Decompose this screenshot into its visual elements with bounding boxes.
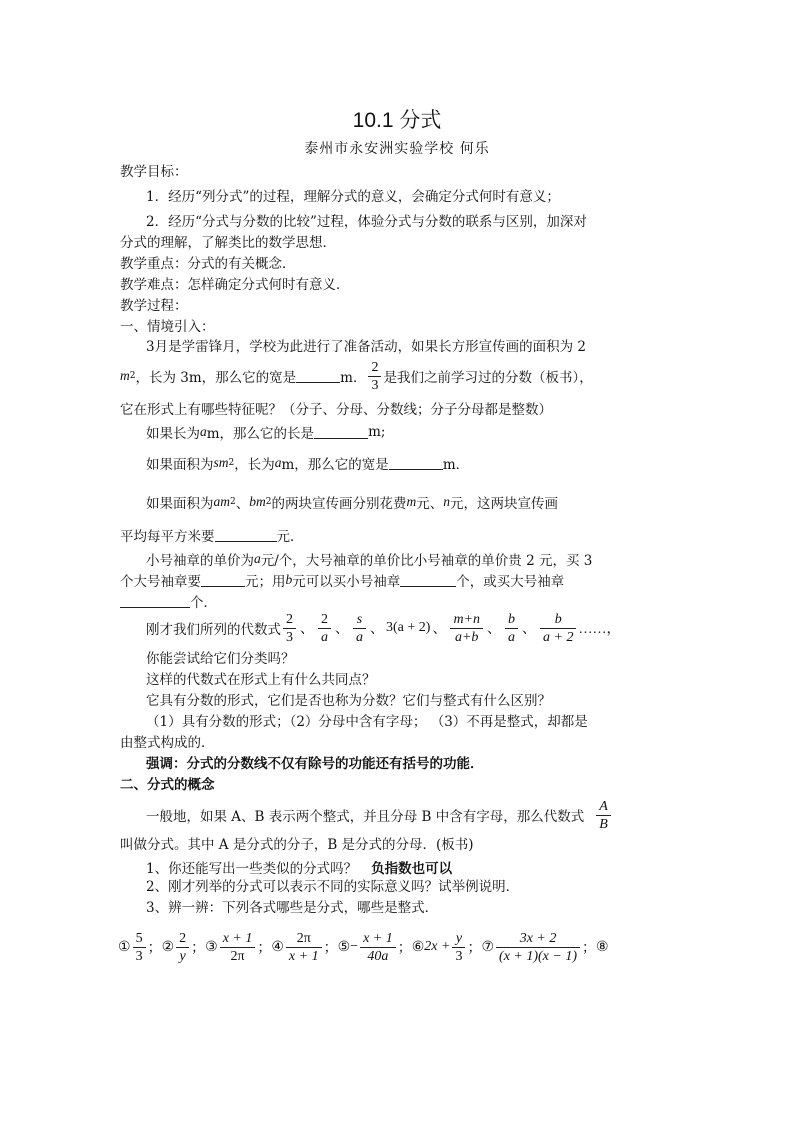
text-run: 元、 <box>416 496 444 512</box>
text-run: 刚才我们所列的代数式 <box>146 622 281 638</box>
width-question <box>146 453 469 473</box>
intro-paragraph-line2 <box>120 355 593 397</box>
objective-2-line2: 分式的理解，了解类比的数学思想． <box>120 235 336 251</box>
section-2-heading: 二、分式的概念 <box>120 777 215 793</box>
answer-blank[interactable] <box>215 528 277 542</box>
text-run: m，那么它的长是 <box>206 426 315 442</box>
exercise-list <box>118 924 609 970</box>
task-1 <box>146 857 452 877</box>
emphasis: 强调：分式的分数线不仅有除号的功能还有括号的功能． <box>146 756 484 772</box>
superscript: 2 <box>228 458 235 468</box>
page-title: 10.1 分式 <box>352 109 442 132</box>
key-point: 教学重点：分式的有关概念． <box>120 256 296 272</box>
denominator: x + 1 <box>288 948 319 964</box>
denominator: 3 <box>455 948 463 964</box>
denominator: a <box>356 629 363 645</box>
expr-polynomial: 3(a + 2) <box>386 620 431 635</box>
var-a: a <box>200 424 207 439</box>
intro-paragraph-line1: 3月是学雷锋月，学校为此进行了准备活动，如果长方形宣传画的面积为 2 <box>146 339 586 355</box>
text-run: 1、你还能写出一些类似的分式吗？ <box>146 861 358 877</box>
item-number: ① <box>118 939 131 955</box>
question-classify: 你能尝试给它们分类吗？ <box>146 651 295 667</box>
var-a: a <box>274 455 282 470</box>
definition-line2: 叫做分式。其中 A 是分式的分子，B 是分式的分母．(板书) <box>120 837 474 853</box>
separator: ； <box>191 941 206 956</box>
separator: 、 <box>522 622 536 637</box>
text-run: 一般地，如果 A、B 表示两个整式，并且分母 B 中含有字母，那么代数式 <box>146 809 585 825</box>
unit-m: m <box>220 494 230 509</box>
text-run: 是我们之前学习过的分数（板书）， <box>383 370 593 386</box>
answer-line1: （1）具有分数的形式；（2）分母中含有字母； （3）不再是整式，却都是 <box>146 714 588 730</box>
exercise-fraction-6 <box>452 930 465 965</box>
intro-paragraph-line3: 它在形式上有哪些特征呢？（分子、分母、分数线；分子分母都是整数） <box>120 402 552 418</box>
answer-line2: 由整式构成的． <box>120 735 215 751</box>
item-number: ⑤ <box>337 939 351 955</box>
separator: 、 <box>432 622 447 637</box>
item-number: ⑧ <box>596 939 609 955</box>
item-number: ③ <box>205 939 218 955</box>
denominator: 3 <box>135 948 143 964</box>
expression-list <box>146 606 620 650</box>
denominator: 2π <box>230 948 245 964</box>
note: 负指数也可以 <box>371 861 453 877</box>
text-run: 元可以买小号袖章 <box>292 574 401 590</box>
length-question <box>146 422 385 442</box>
section-1-heading: 一、情境引入： <box>120 319 215 335</box>
separator: 、 <box>487 622 501 637</box>
numerator: y <box>452 930 465 948</box>
definition-fraction <box>596 798 611 833</box>
process-heading: 教学过程： <box>120 298 188 314</box>
cost-question-line1 <box>146 492 558 512</box>
separator: ； <box>257 941 272 956</box>
item-number: ② <box>161 939 175 955</box>
denominator: 3 <box>286 629 293 645</box>
denominator: a + 2 <box>543 629 574 645</box>
question-difference: 它具有分数的形式，它们是否也称为分数？它们与整式有什么区别？ <box>146 693 551 709</box>
unit-m: m <box>120 368 130 383</box>
armband-question-line1 <box>146 549 592 569</box>
denominator: a+b <box>454 629 479 645</box>
var-b: b <box>285 572 293 587</box>
difficulty: 教学难点：怎样确定分式何时有意义． <box>120 277 350 293</box>
var-a: a <box>254 551 261 566</box>
var-a: a <box>213 494 221 509</box>
text-run: 小号袖章的单价为 <box>146 553 254 569</box>
text-run: 平均每平方米要 <box>120 529 215 545</box>
item-number: ④ <box>271 939 284 955</box>
exercise-fraction-4 <box>286 930 322 965</box>
answer-blank[interactable] <box>314 425 368 439</box>
text-run: ，长为 3m，那么它的宽是 <box>135 370 297 386</box>
numerator: m+n <box>450 611 483 629</box>
var-n: n <box>443 494 450 509</box>
text-run: 如果长为 <box>146 426 200 442</box>
numerator: 2 <box>368 359 381 377</box>
text-run: m． <box>442 457 470 473</box>
text-run: 个，或买大号袖章 <box>456 574 565 590</box>
var-s: s <box>213 455 219 470</box>
text-run: 、 <box>235 496 250 512</box>
denominator: a <box>508 629 515 645</box>
task-3: 3、辨一辨：下列各式哪些是分式，哪些是整式． <box>146 900 439 916</box>
exercise-fraction-7 <box>496 930 580 965</box>
text-run: 个大号袖章要 <box>120 574 201 590</box>
cost-question-line2 <box>120 525 304 545</box>
separator: ； <box>147 941 162 956</box>
item-number: ⑥ <box>411 939 425 955</box>
expr-fraction-3 <box>353 611 366 646</box>
expr-prefix: 2x + <box>424 939 451 954</box>
text-run: 的两块宣传画分别花费 <box>271 496 407 512</box>
denominator: a <box>321 629 328 645</box>
separator: 、 <box>300 622 314 637</box>
text-run: 元/个，大号袖章的单价比小号袖章的单价贵 2 元，买 3 <box>260 553 593 569</box>
superscript: 2 <box>265 497 272 507</box>
unit-m: m <box>255 494 266 509</box>
exercise-fraction-5 <box>360 930 396 965</box>
text-run: 个． <box>190 595 217 611</box>
separator: ； <box>582 941 597 956</box>
exercise-fraction-2 <box>176 930 189 965</box>
denominator: (x + 1)(x − 1) <box>499 948 578 964</box>
objective-1: 1．经历“列分式”的过程，理解分式的意义，会确定分式何时有意义； <box>146 189 560 205</box>
numerator: 2 <box>318 611 331 629</box>
task-2: 2、刚才列举的分式可以表示不同的实际意义吗？试举例说明． <box>146 879 520 895</box>
expr-fraction-1 <box>283 611 296 646</box>
text-run: 元，这两块宣传画 <box>449 496 558 512</box>
numerator: 3x + 2 <box>496 930 580 948</box>
definition-line1 <box>146 795 613 835</box>
var-m: m <box>406 494 417 509</box>
numerator: A <box>596 798 611 816</box>
text-run: 元． <box>276 529 304 545</box>
var-b: b <box>249 494 256 509</box>
separator: ； <box>323 941 338 956</box>
text-run: m; <box>368 424 386 440</box>
text-run: 如果面积为 <box>146 457 214 473</box>
numerator: x + 1 <box>360 930 396 948</box>
author-line: 泰州市永安洲实验学校 何乐 <box>304 141 490 157</box>
answer-blank[interactable] <box>389 456 443 470</box>
numerator: 2π <box>286 930 322 948</box>
objectives-heading: 教学目标： <box>120 164 188 180</box>
numerator: b <box>505 611 518 629</box>
armband-question-line2 <box>120 570 564 590</box>
numerator: s <box>353 611 366 629</box>
expr-fraction-6 <box>505 611 518 646</box>
answer-blank[interactable] <box>296 369 340 383</box>
numerator: 5 <box>133 930 146 948</box>
expr-fraction-7 <box>540 611 576 646</box>
superscript: 2 <box>129 371 136 381</box>
answer-blank[interactable] <box>400 573 456 587</box>
question-common: 这样的代数式在形式上有什么共同点？ <box>146 672 376 688</box>
fraction-2-3 <box>368 359 381 394</box>
item-number: ⑦ <box>481 939 495 955</box>
denominator: 40a <box>367 948 389 964</box>
text-run: m，那么它的宽是 <box>281 457 389 473</box>
answer-blank[interactable] <box>201 573 245 587</box>
separator: 、 <box>370 622 384 637</box>
numerator: 2 <box>176 930 189 948</box>
objective-2-line1: 2．经历“分式与分数的比较”过程，体验分式与分数的联系与区别，加深对 <box>146 214 587 230</box>
minus-sign: − <box>350 939 359 954</box>
separator: ； <box>397 941 412 956</box>
denominator: y <box>179 948 186 964</box>
expr-fraction-5 <box>450 611 483 646</box>
expr-fraction-2 <box>318 611 331 646</box>
unit-m: m <box>218 455 229 470</box>
numerator: b <box>540 611 576 629</box>
ellipsis: ……， <box>578 622 621 637</box>
denominator: 3 <box>371 377 379 393</box>
numerator: x + 1 <box>220 930 256 948</box>
separator: ； <box>467 941 482 956</box>
exercise-fraction-3 <box>220 930 256 965</box>
numerator: 2 <box>283 611 296 629</box>
text-run: m． <box>340 370 367 386</box>
separator: 、 <box>335 622 349 637</box>
text-run: ，长为 <box>234 457 275 473</box>
text-run: 如果面积为 <box>146 496 214 512</box>
exercise-fraction-1 <box>133 930 146 965</box>
denominator: B <box>599 816 608 832</box>
text-run: 元；用 <box>245 574 286 590</box>
superscript: 2 <box>230 497 236 507</box>
